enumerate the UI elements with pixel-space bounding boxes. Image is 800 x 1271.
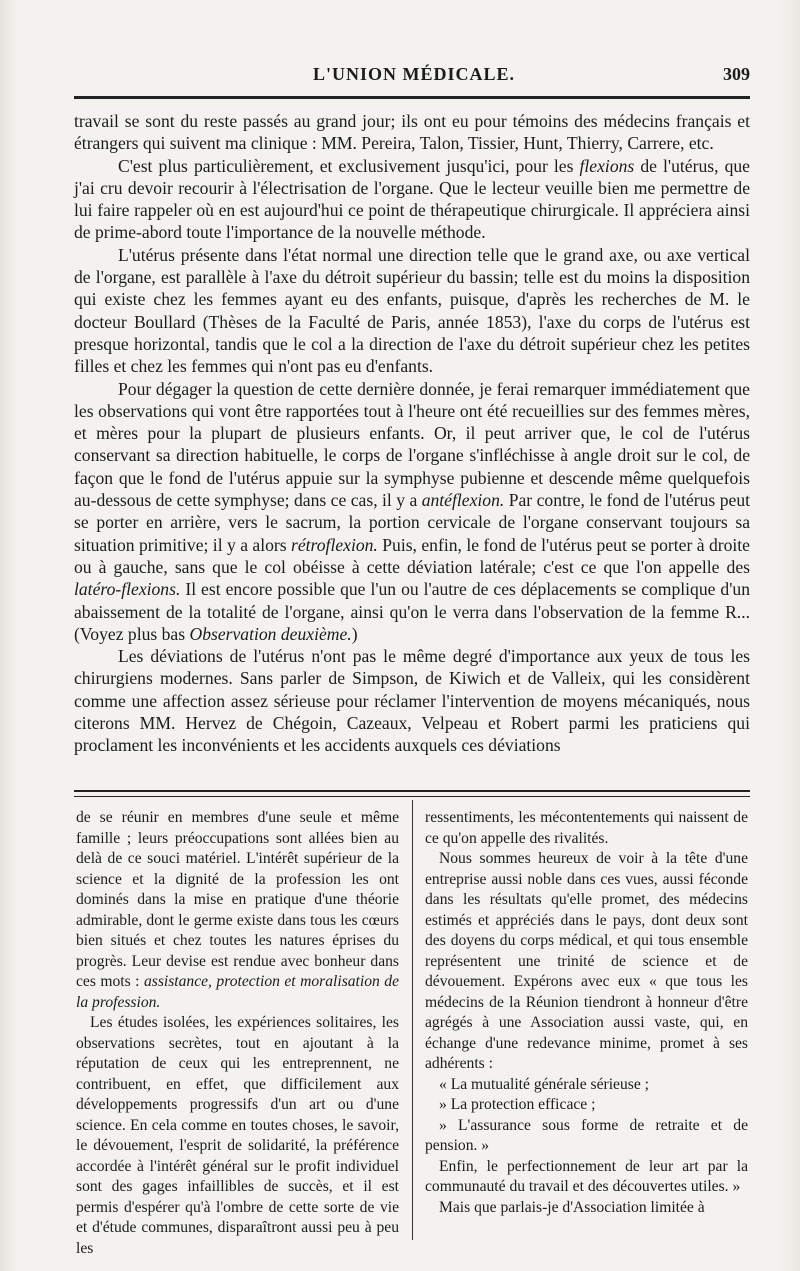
paragraph: ressentiments, les mécontentements qui naissent de ce qu'on appelle des rivalités. [425, 809, 748, 847]
paragraph: L'utérus présente dans l'état normal une direction telle que le grand axe, ou axe vertical de l'organe, est parallèle à l'axe du détroit supérieur du bassin; telle est du moins la disposition qui existe chez les femmes ayant eu des enfants, puisque, d'après les recherches de M. le docteur Boullard (Thèses de la Faculté de Paris, année 1853), l'axe du corps de l'utérus est presque horizontal, tandis que le col a la direction de l'axe du détroit supérieur chez les petites filles et chez les femmes qui n'ont pas eu d'enfants. [74, 244, 750, 377]
paragraph: Mais que parlais-je d'Association limitée à [439, 1198, 705, 1216]
page-header [74, 62, 754, 92]
paragraph: de se réunir en membres d'une seule et même famille ; leurs préoccupations sont allées bien au delà de ce souci matériel. L'intérêt supérieur de la science et la dignité de la profession les ont dominés dans la mise en pratique d'une théorie admirable, dont le germe existe dans tous les cœurs bien situés et chez toutes les natures éprises du progrès. Leur devise est rendue avec bonheur dans ces mots : assistance, protection et moralisation de la profession. [76, 809, 399, 1011]
quote-line: « La mutualité générale sérieuse ; [439, 1075, 649, 1093]
paragraph: Enfin, le perfectionnement de leur art par la communauté du travail et des découvertes utiles. » [425, 1157, 748, 1195]
quote-line: » L'assurance sous forme de retraite et de pension. » [425, 1116, 748, 1154]
page-number: 309 [723, 64, 750, 84]
paragraph: C'est plus particulièrement, et exclusivement jusqu'ici, pour les flexions de l'utérus, que j'ai cru devoir recourir à l'électrisation de l'organe. Que le lecteur veuille bien me permettre de lui faire rappeler où en est aujourd'hui ce point de thérapeutique chirurgicale. Il appréciera ainsi de prime-abord toute l'importance de la nouvelle méthode. [74, 155, 750, 243]
feuilleton-right-column [425, 808, 748, 1218]
paragraph: Les études isolées, les expériences solitaires, les observations secrètes, tout en ajoutant à la réputation de ceux qui les entreprennent, ne contribuent, en effet, que difficilement aux développements progressifs d'un art ou d'une science. En cela comme en toutes choses, le savoir, le dévouement, l'esprit de solidarité, la préférence accordée à l'intérêt général sur le profit individuel sont des gages infaillibles de succès, et il est permis d'espérer qu'à l'ombre de cette sorte de vie et d'étude communes, disparaîtront aussi peu à peu les [76, 1014, 399, 1257]
paragraph: Pour dégager la question de cette dernière donnée, je ferai remarquer immédiatement que les observations qui vont être rapportées tout à l'heure ont été recueillies sur des femmes mères, et mères pour la plupart de plusieurs enfants. Or, il peut arriver que, le col de l'utérus conservant sa direction habituelle, le corps de l'organe s'infléchisse à angle droit sur le col, de façon que le fond de l'utérus appuie sur la symphyse pubienne et descende même quelquefois au-dessous de cette symphyse; dans ce cas, il y a antéflexion. Par contre, le fond de l'utérus peut se porter en arrière, vers le sacrum, la portion cervicale de l'organe conservant toujours sa situation primitive; il y a alors rétroflexion. Puis, enfin, le fond de l'utérus peut se porter à droite ou à gauche, sans que le col obéisse à cette déviation latérale; c'est ce que l'on appelle des latéro-flexions. Il est encore possible que l'un ou l'autre de ces déplacements se complique d'un abaissement de la totalité de l'organe, ainsi qu'on le verra dans l'observation de la femme R... (Voyez plus bas Observation deuxième.) [74, 378, 751, 644]
feuilleton-left-column [76, 808, 399, 1259]
paragraph: Les déviations de l'utérus n'ont pas le même degré d'importance aux yeux de tous les chirurgiens modernes. Sans parler de Simpson, de Kiwich et de Valleix, qui les considèrent comme une affection assez sérieuse pour réclamer l'intervention de moyens mécaniqués, nous citerons MM. Hervez de Chégoin, Cazeaux, Velpeau et Robert parmi les praticiens qui proclament les inconvénients et les accidents auxquels ces déviations [74, 646, 750, 756]
header-rule [74, 96, 750, 99]
section-divider [74, 790, 750, 797]
paragraph: Nous sommes heureux de voir à la tête d'une entreprise aussi noble dans ces vues, aussi féconde dans les résultats qu'elle promet, des médecins estimés et appréciés dans le pays, dont deux sont des doyens du corps médical, et qui tous ensemble représentent une trinité de science et de dévouement. Expérons avec eux « que tous les médecins de la Réunion tiendront à honneur d'être agrégés à une Association aussi vaste, qui, en échange d'une redevance minime, promet à ses adhérents : [425, 850, 748, 1072]
journal-title: L'UNION MÉDICALE. [312, 64, 516, 84]
quote-line: » La protection efficace ; [439, 1096, 596, 1113]
paragraph: travail se sont du reste passés au grand jour; ils ont eu pour témoins des médecins français et étrangers qui suivent ma clinique : MM. Pereira, Talon, Tissier, Hunt, Thierry, Carrere, etc. [74, 111, 750, 154]
column-separator [412, 800, 413, 1240]
main-article [74, 110, 750, 757]
